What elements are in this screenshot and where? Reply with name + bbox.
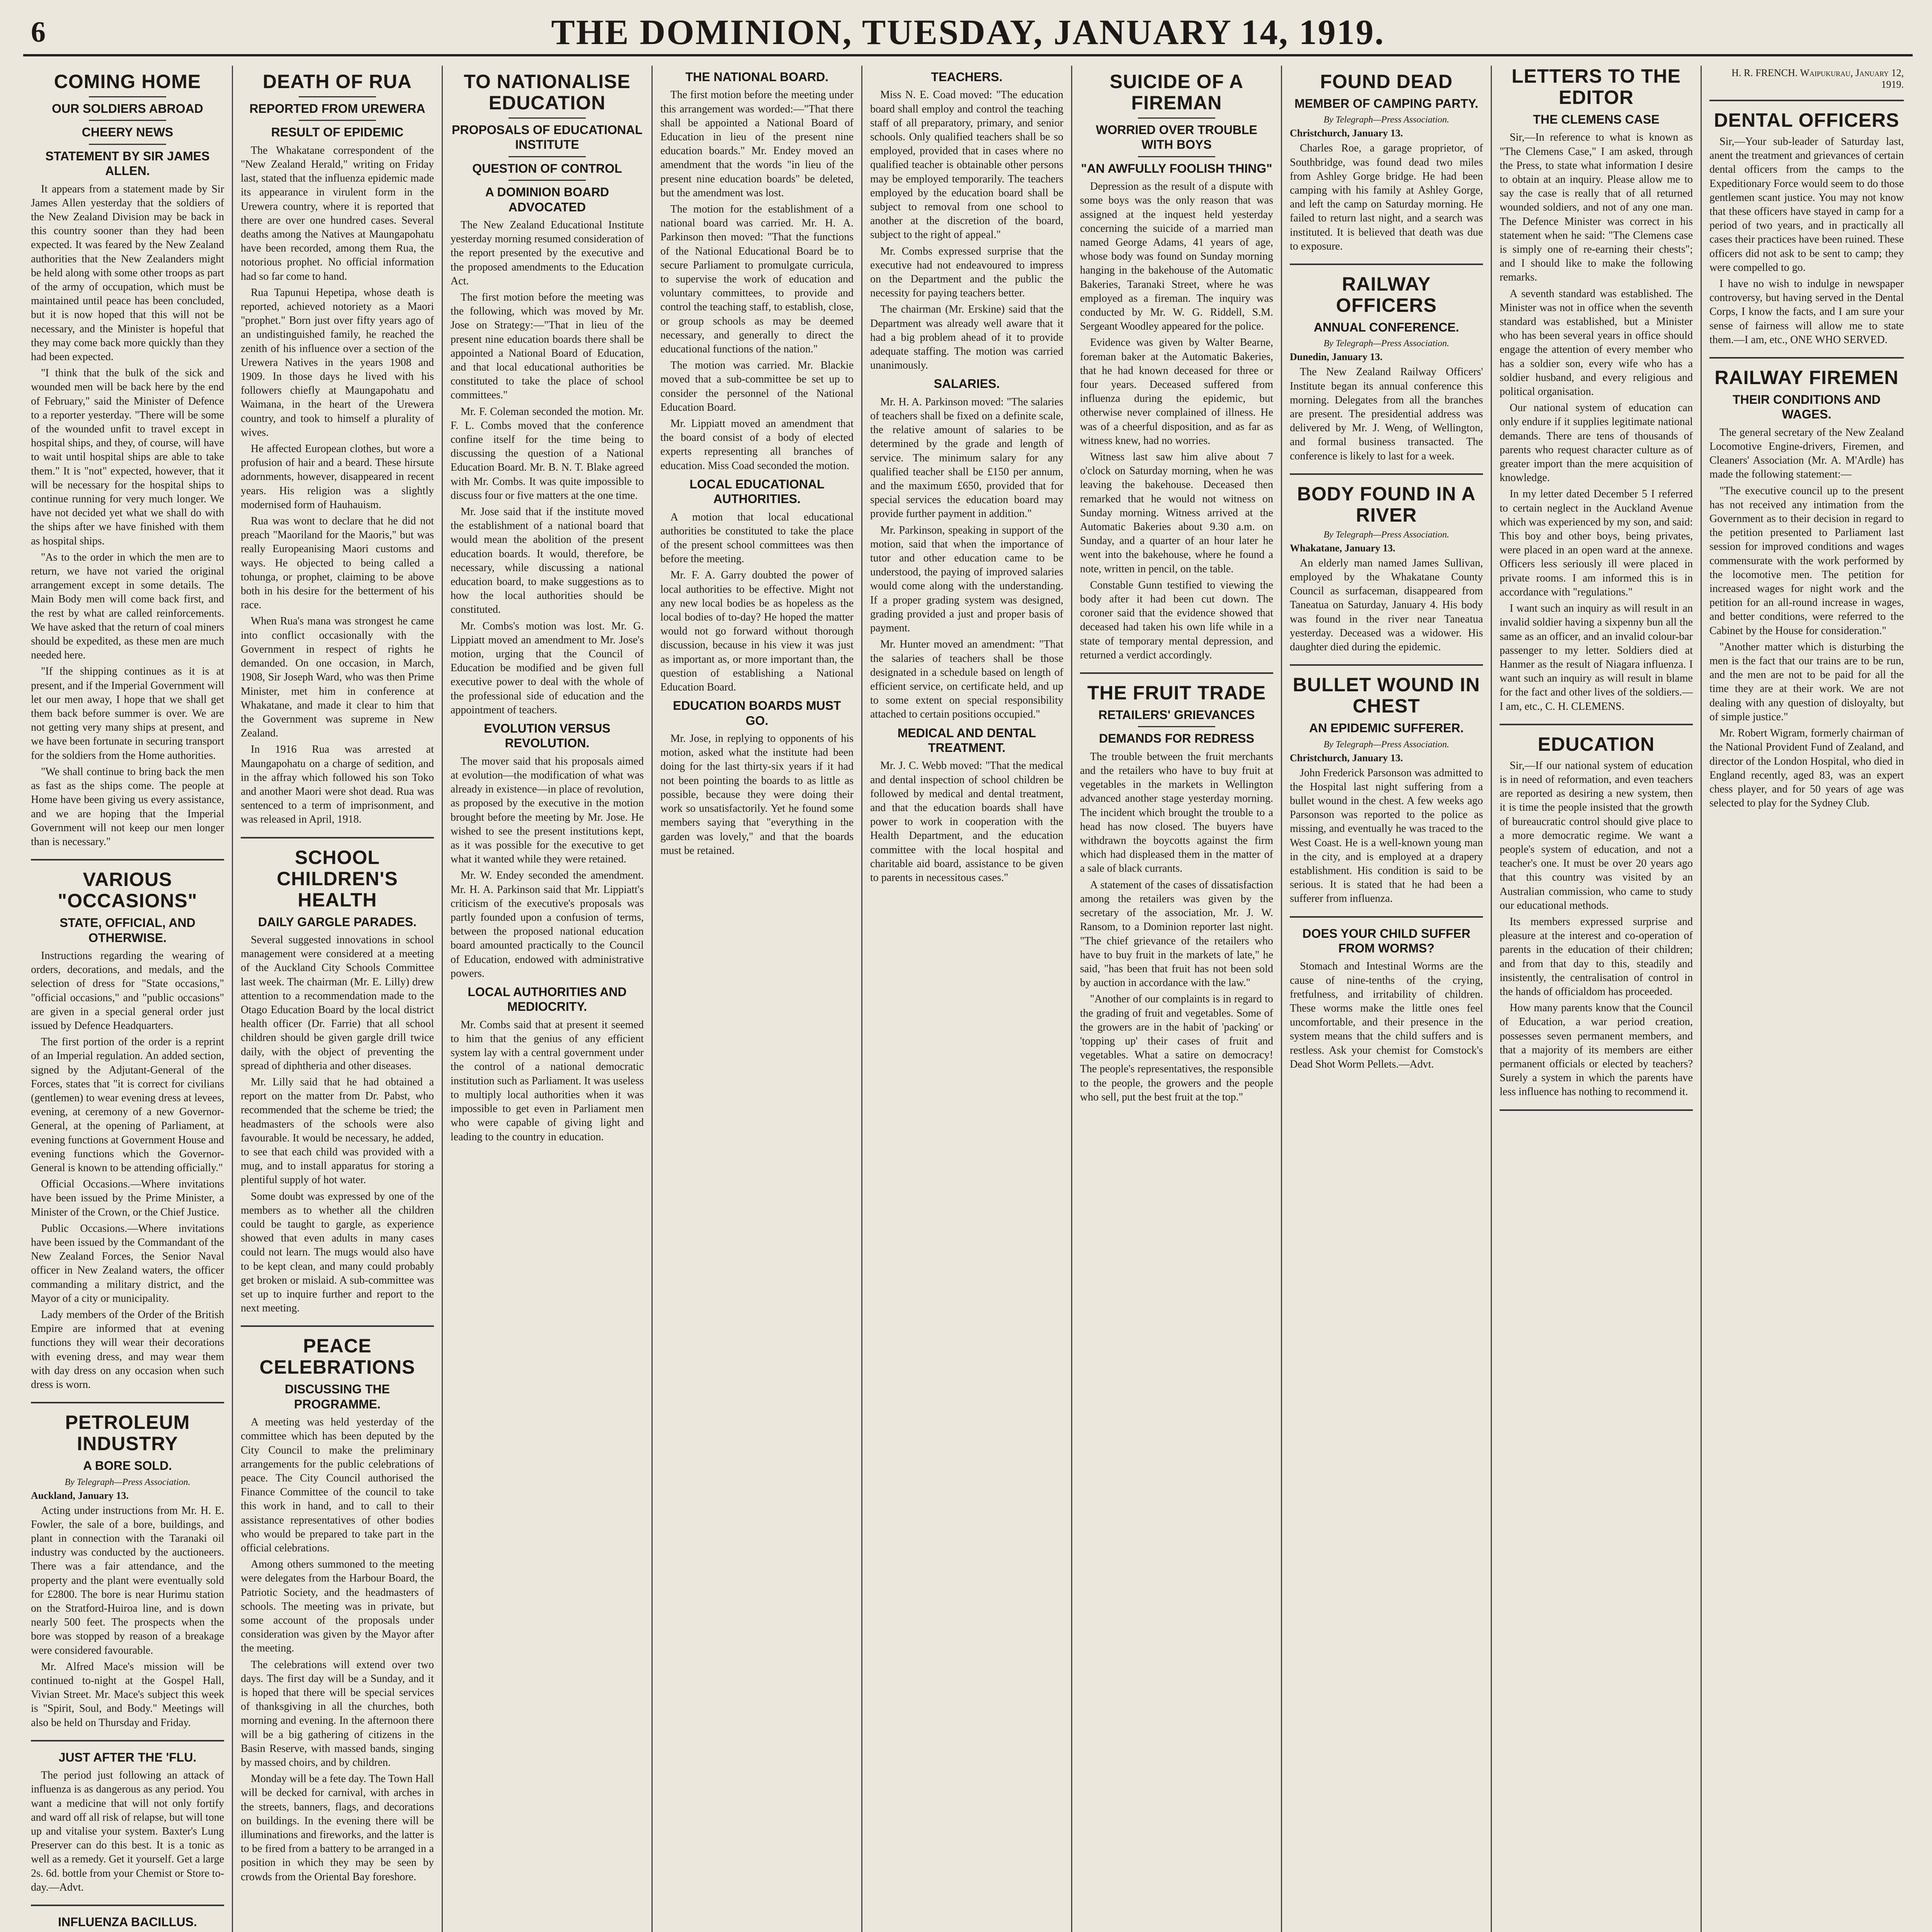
paragraph: When Rua's mana was strongest he came into conflict occasionally with the Government in respect of rights he demanded. On one occasion, in March, 1908, Sir Joseph Ward, who was then Prime Minister, met him in conference at Whakatane, and made it clear to him that the Government was supreme in New Zealand. bbox=[241, 615, 434, 740]
paragraph: The chairman (Mr. Erskine) said that the Department was already well aware that it had a big problem ahead of it to provide adequate staffing. The motion was carried unanimously. bbox=[870, 303, 1063, 372]
paragraph: Some doubt was expressed by one of the members as to whether all the children could be taught to gargle, as experience showed that even adults in many cases could not learn. The mugs would also have to be kept clean, and many could probably get broken or mislaid. A sub-committee was set up to inquire further and report to the next meeting. bbox=[241, 1190, 434, 1315]
paragraph: Mr. Robert Wigram, formerly chairman of the National Provident Fund of Zealand, and director of the London Hospital, who died in England recently, aged 83, was an expert chess player, and for 50 years of age was selected to play for the Sydney Club. bbox=[1709, 727, 1904, 810]
paragraph: Mr. Combs said that at present it seemed to him that the genius of any efficient system lay with a central government under the control of a national democratic institution such as Parliament. It was useless to multiply local authorities when it was impossible to get even in Parliament men who were capable of giving light and leading to the country in education. bbox=[451, 1019, 644, 1143]
column-4 bbox=[653, 66, 862, 1932]
article-suicide-of-fireman bbox=[1080, 71, 1273, 674]
paragraph: Mr. Alfred Mace's mission will be continued to-night at the Gospel Hall, Vivian Street. Mr. Mace's subject this week is "Spirit, Soul, and Body." Meetings will also be held on Thursday and Friday. bbox=[31, 1660, 224, 1729]
column-8 bbox=[1492, 66, 1702, 1932]
paragraph: "As to the order in which the men are to return, we have not varied the original arrangement except in some details. The Main Body men will come back first, and the rest by what are called reinforcements. We have asked that the return of coal miners should be expedited, as these men are much needed here. bbox=[31, 551, 224, 662]
headline: THE FRUIT TRADE bbox=[1087, 682, 1266, 704]
subheading: LOCAL AUTHORITIES AND MEDIOCRITY. bbox=[468, 985, 627, 1014]
deck: RETAILERS' GRIEVANCES bbox=[1098, 708, 1255, 722]
paragraph: Mr. J. C. Webb moved: "That the medical and dental inspection of school children be followed by medical and dental treatment, and that the education boards shall have power to work in cooperation with the Health Department, and the education committee with the local hospital and charitable aid board, assistance to be given to parents in necessitous cases." bbox=[870, 760, 1063, 884]
subheading: THE NATIONAL BOARD. bbox=[685, 70, 829, 84]
paragraph: A meeting was held yesterday of the committee which has been deputed by the City Council to make the preliminary arrangements for the public celebrations of peace. The City Council authorised the Finance Committee of the council to take this work in hand, and to call to their assistance representatives of other bodies who would be prepared to take part in the official celebrations. bbox=[241, 1416, 434, 1554]
letter-clemens-signature bbox=[1709, 67, 1904, 101]
rule bbox=[509, 180, 586, 181]
paragraph: The trouble between the fruit merchants and the retailers who have to buy fruit at vegetables in the markets in Wellington advanced another stage yesterday morning. The incident which brought the trouble to a head has now closed. The buyers have withdrawn the boycotts against the firm which had displeased them in the matter of a sale of black currants. bbox=[1080, 750, 1273, 875]
article-found-dead bbox=[1290, 71, 1483, 265]
headline: DOES YOUR CHILD SUFFER FROM WORMS? bbox=[1302, 926, 1471, 956]
paragraph: In 1916 Rua was arrested at Maungapohatu on a charge of sedition, and in the affray which followed his son Toko and another Maori were shot dead. Rua was sentenced to a term of imprisonment, and was released in April, 1918. bbox=[241, 743, 434, 826]
subheading: TEACHERS. bbox=[931, 70, 1003, 84]
deck: CHEERY NEWS bbox=[82, 125, 173, 139]
subheading: EVOLUTION VERSUS REVOLUTION. bbox=[484, 721, 611, 750]
article-national-board bbox=[660, 70, 854, 868]
paragraph: The first motion before the meeting under this arrangement was worded:—"That there shall be appointed a National Board of Education in lieu of the present nine education boards." Mr. Endey moved an amendment that the words "in lieu of the present nine education boards" be deleted, but the amendment was lost. bbox=[660, 89, 854, 199]
rule bbox=[509, 117, 586, 119]
rule bbox=[89, 120, 166, 121]
paragraph: It appears from a statement made by Sir James Allen yesterday that the soldiers of the New Zealand Division may be back in this country sooner than they had been expected. It was feared by the New Zealand authorities that the New Zealanders might be held along with some other troops as part of the army of occupation, which must be maintained until peace has been concluded, but it is now hoped that this will not be necessary, and the Minister is hopeful that they may come back more quickly than they had been expected. bbox=[31, 183, 224, 363]
paragraph: Monday will be a fete day. The Town Hall will be decked for carnival, with arches in the streets, banners, flags, and decorations on buildings. In the evening there will be illuminations and fireworks, and the latter is to be fired from a battery to be arranged in a position in which they may be seen by crowds from the Oriental Bay foreshore. bbox=[241, 1773, 434, 1883]
deck: OUR SOLDIERS ABROAD bbox=[52, 102, 203, 116]
headline: SCHOOL CHILDREN'S HEALTH bbox=[277, 846, 398, 911]
headline: EDUCATION bbox=[1537, 733, 1655, 755]
paragraph: Our national system of education can only endure if it supplies legitimate national demands. There are tens of thousands of parents who request character culture as of greater import than the mere acquisition of knowledge. bbox=[1500, 402, 1693, 484]
subheading: LOCAL EDUCATIONAL AUTHORITIES. bbox=[689, 477, 825, 506]
page-number: 6 bbox=[31, 16, 46, 48]
letter-dental-officers bbox=[1709, 110, 1904, 359]
article-peace-celebrations bbox=[241, 1335, 434, 1894]
article-body-in-river bbox=[1290, 483, 1483, 666]
rule bbox=[1138, 726, 1215, 727]
paragraph: Lady members of the Order of the British Empire are informed that at evening functions they will wear their decorations with evening dress, and may wear them with day dress on any occasion when such dress is worn. bbox=[31, 1308, 224, 1391]
paragraph: Mr. H. A. Parkinson moved: "The salaries of teachers shall be fixed on a definite scale, the relative amount of salaries to be determined by the grade and length of service. The minimum salary for any qualified teacher shall be £150 per annum, and the maximum £650, provided that for special services the education board may provide further payment in addition." bbox=[870, 396, 1063, 520]
headline: SUICIDE OF A FIREMAN bbox=[1109, 71, 1244, 114]
paragraph: Official Occasions.—Where invitations have been issued by the Prime Minister, a Minister of the Crown, or the Chief Justice. bbox=[31, 1178, 224, 1218]
rule bbox=[1138, 156, 1215, 157]
article-coming-home bbox=[31, 71, 224, 861]
paragraph: Mr. Lippiatt moved an amendment that the board consist of a body of elected experts representing all branches of education. Miss Coad seconded the motion. bbox=[660, 418, 854, 472]
deck: DEMANDS FOR REDRESS bbox=[1099, 731, 1254, 746]
paragraph: Miss N. E. Coad moved: "The education board shall employ and control the teaching staff of all preparatory, primary, and senior schools. Only qualified teachers shall be so employed, provided that in cases where no qualified teacher is obtainable other persons may be employed temporarily. The teachers employed by the education board shall be subject to removal from one school to another at the discretion of the board, subject to the right of appeal." bbox=[870, 89, 1063, 241]
paragraph: Mr. W. Endey seconded the amendment. Mr. H. A. Parkinson said that Mr. Lippiatt's criticism of the executive's proposals was partly founded upon a confusion of terms, between the proposed national education board amounted practically to the Council of Education, endowed with administrative powers. bbox=[451, 869, 644, 980]
column-6 bbox=[1072, 66, 1282, 1932]
article-railway-firemen bbox=[1709, 367, 1904, 820]
paragraph: I want such an inquiry as will result in an invalid soldier having a sixpenny bun all the same as an officer, and an invalid colour-bar passenger to my letter. Soldiers died at Hanmer as the result of Niagara influenza. I want such an inquiry as will result in blame for the fact and other lives of the soldiers.—I am, etc., C. H. CLEMENS. bbox=[1500, 602, 1693, 713]
article-bullet-wound bbox=[1290, 674, 1483, 917]
headline: COMING HOME bbox=[54, 71, 201, 92]
headline: PETROLEUM INDUSTRY bbox=[65, 1412, 190, 1455]
article-petroleum bbox=[31, 1412, 224, 1742]
columns bbox=[23, 66, 1913, 1932]
headline: TO NATIONALISE EDUCATION bbox=[464, 71, 631, 114]
rule bbox=[89, 144, 166, 145]
headline: VARIOUS "OCCASIONS" bbox=[58, 869, 197, 912]
paragraph: The first portion of the order is a reprint of an Imperial regulation. An added section, signed by the Adjutant-General of the Forces, states that "it is correct for civilians (gentlemen) to wear evening dress at levees, evening, at ceremony of a new Governor-General, at the opening of Parliament, at evening functions at Government House and evening functions which the Governor-General is known to be attending officially." bbox=[31, 1036, 224, 1174]
deck: DISCUSSING THE PROGRAMME. bbox=[284, 1382, 390, 1411]
deck: WORRIED OVER TROUBLE WITH BOYS bbox=[1096, 123, 1257, 152]
paragraph: "Another matter which is disturbing the men is the fact that our trains are to be run, and the men are not to be paid for all the time they are at their work. We are not dealing with any question of disloyalty, but of simple justice." bbox=[1709, 641, 1904, 723]
column-9 bbox=[1702, 66, 1912, 1932]
article-school-health bbox=[241, 847, 434, 1327]
dateline: Christchurch, January 13. bbox=[1290, 752, 1403, 764]
advert-worms bbox=[1290, 926, 1483, 1082]
paragraph: Acting under instructions from Mr. H. E. Fowler, the sale of a bore, buildings, and plant in connection with the Taranaki oil industry was conducted by the auctioneers. There was a fair attendance, and the property and the plant were eventually sold for £2800. The bore is near Hurimu station on the Stratford-Huiroa line, and is down nearly 500 feet. The prospects when the bore was stopped by reason of a breakage were considered favourable. bbox=[31, 1504, 224, 1656]
signature: H. R. FRENCH. Waipukurau, January 12, 1919. bbox=[1731, 67, 1904, 90]
letter-education bbox=[1500, 734, 1693, 1111]
paragraph: He affected European clothes, but wore a profusion of hair and a beard. These hirsute adornments, however, disappeared in recent years. His religion was a slightly modernised form of Hauhauism. bbox=[241, 443, 434, 511]
rule bbox=[509, 156, 586, 157]
rule bbox=[1138, 117, 1215, 119]
letter-clemens-case bbox=[1500, 66, 1693, 725]
paragraph: Mr. Hunter moved an amendment: "That the salaries of teachers shall be those designated in a schedule based on length of efficient service, on certificate held, and up to some extent on special responsibility attached to certain positions occupied." bbox=[870, 638, 1063, 721]
paragraph: The motion for the establishment of a national board was carried. Mr. H. A. Parkinson then moved: "That the functions of the National Educational Board be to secure Parliament to promulgate curricula, to supervise the work of education and voluntary committees, to provide and control the teaching staff, to establish, close, or group schools as may be deemed necessary, and generally to direct the educational functions of the nation." bbox=[660, 203, 854, 355]
byline: By Telegraph—Press Association. bbox=[1323, 529, 1449, 540]
paragraph: A motion that local educational authorities be constituted to take the place of the present school committees was then before the meeting. bbox=[660, 511, 854, 565]
column-7 bbox=[1282, 66, 1492, 1932]
paragraph: A statement of the cases of dissatisfaction among the retailers was given by the secretary of the association, Mr. J. W. Ransom, to a Dominion reporter last night. "The chief grievance of the retailers who have to buy fruit in the markets of late," he said, "has been that fruit has not been sold by auction in accordance with the law." bbox=[1080, 879, 1273, 989]
paragraph: Mr. Jose, in replying to opponents of his motion, asked what the institute had been doing for the last thirty-six years if it had not been pointing the boards to as little as possible, because they were doing their work so unsatisfactorily. Yet he found some members saying that "everything in the garden was lovely," and that the boards must be retained. bbox=[660, 733, 854, 857]
paragraph: Mr. Jose said that if the institute moved the establishment of a national board that would mean the abolition of the present education boards. It would, therefore, be necessary, while discussing a national education board, to make suggestions as to how the local authorities should be constituted. bbox=[451, 506, 644, 616]
headline: RAILWAY OFFICERS bbox=[1336, 273, 1437, 316]
paragraph: The period just following an attack of influenza is as dangerous as any period. You want a medicine that will not only fortify and ward off all risk of relapse, but will tone up and vitalise your system. Baxter's Lung Preserver can do this best. It is a tonic as well as a remedy. Get it yourself. Get a large 2s. 6d. bottle from your Chemist or Store to-day.—Advt. bbox=[31, 1769, 224, 1893]
deck: "AN AWFULLY FOOLISH THING" bbox=[1081, 161, 1272, 175]
deck: AN EPIDEMIC SUFFERER. bbox=[1309, 721, 1464, 735]
headline: BULLET WOUND IN CHEST bbox=[1293, 674, 1480, 717]
deck: A BORE SOLD. bbox=[83, 1459, 172, 1473]
advert-influenza-bacillus bbox=[31, 1915, 224, 1932]
paragraph: Several suggested innovations in school management were considered at a meeting of the Auckland City Schools Committee last week. The chairman (Mr. E. Lilly) drew attention to a recommendation made to the Otago Education Board by the local district health officer (Dr. Farrie) that all school children should be given gargle drill twice daily, with the object of preventing the spread of diphtheria and other diseases. bbox=[241, 934, 434, 1072]
headline: RAILWAY FIREMEN bbox=[1714, 367, 1899, 389]
paragraph: Witness last saw him alive about 7 o'clock on Saturday morning, when he was leaving the bakehouse. Deceased then remarked that he would not witness on Sunday morning. Witness arrived at the Automatic Bakeries about 9.30 a.m. on Sunday, and a quarter of an hour later he went into the bakehouse, where he found a note, written in pencil, on the table. bbox=[1080, 451, 1273, 575]
paragraph: A seventh standard was established. The Minister was not in office when the seventh standard was established, but a Minister who has been several years in office should engage the attention of every member who has a soldier son, every wife who has a soldier husband, and every religious and political organisation. bbox=[1500, 287, 1693, 398]
paragraph: Charles Roe, a garage proprietor, of Southbridge, was found dead two miles from Ashley Gorge bridge. He had been camping with his family at Ashley Gorge, and left the camp on Saturday morning. He failed to return last night, and a search was instituted. It is believed that death was due to exposure. bbox=[1290, 142, 1483, 252]
paragraph: The mover said that his proposals aimed at evolution—the modification of what was already in existence—in place of revolution, as proposed by the executive in the motion brought before the meeting by Mr. Jose. He wished to see the present institutions kept, as it was possible for the executive to get what it wanted while they were retained. bbox=[451, 755, 644, 866]
rule bbox=[89, 96, 166, 97]
dateline: Dunedin, January 13. bbox=[1290, 351, 1383, 363]
paragraph: John Frederick Parsonson was admitted to the Hospital last night suffering from a bullet wound in the chest. A few weeks ago Parsonson was reported to the police as missing, and eventually he was traced to the West Coast. He is a well-known young man in the city, and is employed at a drapery establishment. His condition is said to be serious. It is stated that he had been a sufferer from influenza. bbox=[1290, 767, 1483, 905]
paragraph: The first motion before the meeting was the following, which was moved by Mr. Jose on Strategy:—"That in lieu of the present nine education boards there shall be appointed a National Board of Education, and that local educational authorities be constituted to take the place of school committees." bbox=[451, 291, 644, 401]
column-2 bbox=[233, 66, 443, 1932]
article-various-occasions bbox=[31, 869, 224, 1403]
paragraph: "Another of our complaints is in regard to the grading of fruit and vegetables. Some of the growers are in the habit of 'packing' or 'topping up' their cases of fruit and vegetables. What a satire on democracy! The people's representatives, the responsible to the people, the growers and the people who sell, put the best fruit at the top." bbox=[1080, 993, 1273, 1103]
paragraph: The New Zealand Railway Officers' Institute began its annual conference this morning. Delegates from all the branches are present. The presidential address was delivered by Mr. J. Weng, of Wellington, and formal business transacted. The conference is likely to last for a week. bbox=[1290, 366, 1483, 462]
headline: JUST AFTER THE 'FLU. bbox=[58, 1750, 197, 1764]
rule bbox=[299, 120, 376, 121]
subheading: EDUCATION BOARDS MUST GO. bbox=[673, 699, 841, 728]
paragraph: The motion was carried. Mr. Blackie moved that a sub-committee be set up to consider the personnel of the National Education Board. bbox=[660, 359, 854, 413]
rule bbox=[299, 96, 376, 97]
paragraph: Among others summoned to the meeting were delegates from the Harbour Board, the Patriotic Society, and the headmasters of schools. The meeting was in private, but some account of the proposals under consideration was given by the Mayor after the meeting. bbox=[241, 1558, 434, 1655]
paragraph: Sir,—In reference to what is known as "The Clemens Case," I am asked, through the Press, to state what information I desire to obtain at an inquiry. Please allow me to say the case is really that of all returned wounded soldiers, and not of any one man. The Defence Minister was correct in his statement when he said: "The Clemens case is simply one of re-earning their chests"; and I should like to make the following remarks. bbox=[1500, 131, 1693, 284]
deck: DAILY GARGLE PARADES. bbox=[258, 915, 417, 929]
paragraph: Constable Gunn testified to viewing the body after it had been cut down. The coroner said that the evidence showed that deceased had taken his own life while in a state of temporary mental depression, and returned a verdict accordingly. bbox=[1080, 579, 1273, 661]
paragraph: Mr. F. Coleman seconded the motion. Mr. F. L. Combs moved that the conference confine itself for the time being to discussing the question of a National Education Board. Mr. B. N. T. Blake agreed with Mr. Combs. It was quite impossible to discuss four or five matters at the one time. bbox=[451, 405, 644, 502]
paragraph: An elderly man named James Sullivan, employed by the Whakatane County Council as surfaceman, disappeared from Taneatua on Saturday, January 4. His body was found in the river near Taneatua yesterday. Deceased was a widower. His daughter died during the epidemic. bbox=[1290, 557, 1483, 653]
deck: PROPOSALS OF EDUCATIONAL INSTITUTE bbox=[452, 123, 643, 152]
paragraph: Evidence was given by Walter Bearne, foreman baker at the Automatic Bakeries, that he had known deceased for three or four years. Deceased suffered from influenza during the epidemic, but otherwise never complained of illness. He was of a cheerful disposition, and as far as witness knew, had no worries. bbox=[1080, 337, 1273, 447]
headline: FOUND DEAD bbox=[1320, 71, 1453, 92]
byline: By Telegraph—Press Association. bbox=[1323, 115, 1449, 125]
dateline: Christchurch, January 13. bbox=[1290, 128, 1403, 139]
subheading: SALARIES. bbox=[934, 377, 1000, 391]
paragraph: Mr. Lilly said that he had obtained a report on the matter from Dr. Pabst, who recommended that the scheme be tried; the headmasters of the schools were also favourable. It would be necessary, he added, to see that each child was provided with a mug, and to install apparatus for storing a plentiful supply of hot water. bbox=[241, 1076, 434, 1186]
paragraph: Rua Tapunui Hepetipa, whose death is reported, achieved notoriety as a Maori "prophet." Born just over fifty years ago of an undistinguished family, he reached the zenith of his influence over a section of the Urewera Natives in the years 1908 and 1909. In those days he lived with his followers chiefly at Maungapohatu and Waimana, in the heart of the Urewera country, and took to himself a plurality of wives. bbox=[241, 286, 434, 439]
paragraph: Mr. F. A. Garry doubted the power of local authorities to be effective. Might not any new local bodies be as hopeless as the local bodies of to-day? He hoped the matter would not go forward without thorough discussion, because in his view it was just as important as, or more important than, the question of establishing a National Education Board. bbox=[660, 569, 854, 694]
deck: MEMBER OF CAMPING PARTY. bbox=[1294, 97, 1478, 111]
deck: STATE, OFFICIAL, AND OTHERWISE. bbox=[60, 916, 196, 945]
masthead bbox=[23, 12, 1913, 56]
headline: INFLUENZA BACILLUS. bbox=[58, 1915, 197, 1929]
article-railway-officers bbox=[1290, 274, 1483, 475]
paragraph: The New Zealand Educational Institute yesterday morning resumed consideration of the report presented by the executive and the proposed amendments to the Education Act. bbox=[451, 219, 644, 287]
advert-just-after-flu bbox=[31, 1750, 224, 1906]
paragraph: Rua was wont to declare that he did not preach "Maoriland for the Maoris," but was really Europeanising Maori customs and ways. He objected to being called a tohunga, or prophet, claiming to be above both in his desire for the betterment of his race. bbox=[241, 515, 434, 611]
paragraph: How many parents know that the Council of Education, a war period creation, possesses seven permanent members, and that a majority of its members are either permanent officials or elected by teachers? Surely a system in which the parents have less influence has nothing to recommend it. bbox=[1500, 1002, 1693, 1098]
paragraph: "We shall continue to bring back the men as fast as the ships come. The people at Home have been giving us every assistance, and we are hoping that the Imperial Government will not keep our men longer than is necessary." bbox=[31, 765, 224, 848]
headline: DENTAL OFFICERS bbox=[1714, 109, 1900, 131]
paragraph: "The executive council up to the present has not received any intimation from the Government as to their decision in regard to the petition presented to Parliament last session for improved conditions and wages commensurate with the work performed by the locomotive men. The petition for increased wages for night work and the petition for an all-round increase in wages, and better conditions, were referred to the Cabinet by the House for consideration." bbox=[1709, 485, 1904, 637]
paragraph: Its members expressed surprise and pleasure at the interest and co-operation of parents in the education of their children; and from that day to this, steadily and insistently, the centralisation of control in the hands of officialdom has proceeded. bbox=[1500, 915, 1693, 998]
paragraph: The celebrations will extend over two days. The first day will be a Sunday, and it is hoped that there will be special services of thanksgiving in all the churches, both morning and evening. In the afternoon there will be a big gathering of citizens in the Basin Reserve, with massed bands, singing by massed choirs, and by children. bbox=[241, 1658, 434, 1769]
byline: By Telegraph—Press Association. bbox=[65, 1477, 190, 1487]
headline: DEATH OF RUA bbox=[262, 71, 412, 92]
byline: STATEMENT BY SIR JAMES ALLEN. bbox=[45, 149, 210, 178]
dateline: Whakatane, January 13. bbox=[1290, 542, 1396, 554]
article-fruit-trade bbox=[1080, 682, 1273, 1114]
paragraph: Depression as the result of a dispute with some boys was the only reason that was assigned at the inquest held yesterday concerning the suicide of a married man named George Adams, 41 years of age, whose body was found on Sunday morning hanging in the bakehouse of the Automatic Bakeries, Taranaki Street, where he was employed as a fireman. The inquiry was conducted by Mr. W. G. Riddell, S.M. Sergeant Woodley appeared for the police. bbox=[1080, 180, 1273, 333]
section-heading: LETTERS TO THE EDITOR bbox=[1511, 66, 1681, 108]
paragraph: The Whakatane correspondent of the "New Zealand Herald," writing on Friday last, stated that the influenza epidemic made its appearance in virulent form in the Urewera country, where it is reported that there are over one hundred cases. Several deaths among the Natives at Maungapohatu have been recorded, among them Rua, the notorious prophet. No official information had so far come to hand. bbox=[241, 144, 434, 282]
column-3 bbox=[443, 66, 653, 1932]
paragraph: Mr. Parkinson, speaking in support of the motion, said that when the importance of tutor and other education came to be understood, the paying of improved salaries would come along with the understanding. If a proper grading system was designed, grading provided a just and proper basis of payment. bbox=[870, 524, 1063, 634]
paragraph: In my letter dated December 5 I referred to certain neglect in the Auckland Avenue which was experienced by my son, and said: This boy and other boys, being privates, were placed in an open ward at the annexe. Officers less seriously ill were placed in private rooms. I am informed this is in accordance with "regulations." bbox=[1500, 488, 1693, 598]
paragraph: Sir,—If our national system of education is in need of reformation, and even teachers are reported as desiring a new system, then it is time the people insisted that the growth of bureaucratic control should give place to a more democratic regime. We want a people's system of education, and not a teacher's one. It must be over 20 years ago that this country was visited by an Australian commission, who came to study our educational methods. bbox=[1500, 759, 1693, 912]
page-title: THE DOMINION, TUESDAY, JANUARY 14, 1919. bbox=[551, 12, 1385, 52]
deck: A DOMINION BOARD ADVOCATED bbox=[485, 185, 609, 214]
paragraph: The general secretary of the New Zealand Locomotive Engine-drivers, Firemen, and Cleaners' Association (Mr. A. M'Ardle) has made the following statement:— bbox=[1709, 426, 1904, 481]
dateline: Auckland, January 13. bbox=[31, 1490, 129, 1501]
column-1 bbox=[23, 66, 233, 1932]
paragraph: "If the shipping continues as it is at present, and if the Imperial Government will let our men away, I hope that we shall get them back before summer is over. We are not getting very many ships at present, and we have been fortunate in securing transport for the soldiers from the Home authorities. bbox=[31, 665, 224, 762]
deck: ANNUAL CONFERENCE. bbox=[1313, 320, 1459, 335]
byline: By Telegraph—Press Association. bbox=[1323, 739, 1449, 750]
column-5 bbox=[862, 66, 1072, 1932]
article-teachers bbox=[870, 70, 1063, 895]
deck: THE CLEMENS CASE bbox=[1533, 112, 1660, 126]
deck: RESULT OF EPIDEMIC bbox=[271, 125, 404, 139]
paragraph: Public Occasions.—Where invitations have been issued by the Commandant of the New Zealand Forces, the Senior Naval officer in New Zealand waters, the officer commanding a military district, and the Mayor of a city or municipality. bbox=[31, 1222, 224, 1304]
paragraph: Sir,—Your sub-leader of Saturday last, anent the treatment and grievances of certain dental officers from the camps to the Expeditionary Force would seem to do those gentlemen scant justice. You may not know that these officers have stayed in camp for a period of two years, and in practically all cases their practices have been ruined. These officers did not ask to be sent to camp; they were compelled to go. bbox=[1709, 136, 1904, 274]
article-nationalise-education bbox=[451, 71, 644, 1154]
paragraph: Mr. Combs expressed surprise that the executive had not endeavoured to impress on the Department and the public the necessity for paying teachers better. bbox=[870, 245, 1063, 299]
paragraph: Stomach and Intestinal Worms are the cause of nine-tenths of the crying, fretfulness, and irritability of children. These worms make the little ones feel uncomfortable, and their presence in the system means that the child suffers and is restless. Ask your chemist for Comstock's Dead Shot Worm Pellets.—Advt. bbox=[1290, 960, 1483, 1070]
headline: PEACE CELEBRATIONS bbox=[259, 1335, 415, 1378]
paragraph: Instructions regarding the wearing of orders, decorations, and medals, and the selection of dress for "State occasions," "official occasions," and "public occasions" are given in a special general order just issued by Defence Headquarters. bbox=[31, 949, 224, 1032]
paragraph: I have no wish to indulge in newspaper controversy, but having served in the Dental Corps, I know the facts, and I am sure your sense of fairness will allow me to state them.—I am, etc., ONE WHO SERVED. bbox=[1709, 278, 1904, 346]
paragraph: "I think that the bulk of the sick and wounded men will be back here by the end of February," said the Minister of Defence to a reporter yesterday. "There will be some of the wounded unfit to travel except in hospital ships, and they, of course, will have to wait until hospital ships are able to take them." It is "not" expected, however, that it will be necessary for the hospital ships to continue running for very much longer. We have not decided yet what we shall do with the ships after we have finished with them as hospital ships. bbox=[31, 367, 224, 547]
article-death-of-rua bbox=[241, 71, 434, 838]
subheading: MEDICAL AND DENTAL TREATMENT. bbox=[897, 726, 1036, 755]
paragraph: Mr. Combs's motion was lost. Mr. G. Lippiatt moved an amendment to Mr. Jose's motion, urging that the Council of Education be modified and be given full executive power to deal with the whole of the professional side of education and the appointment of teachers. bbox=[451, 620, 644, 716]
deck: THEIR CONDITIONS AND WAGES. bbox=[1733, 393, 1881, 422]
deck: QUESTION OF CONTROL bbox=[472, 161, 622, 175]
deck: REPORTED FROM UREWERA bbox=[249, 102, 425, 116]
byline: By Telegraph—Press Association. bbox=[1323, 338, 1449, 349]
headline: BODY FOUND IN A RIVER bbox=[1297, 483, 1476, 526]
